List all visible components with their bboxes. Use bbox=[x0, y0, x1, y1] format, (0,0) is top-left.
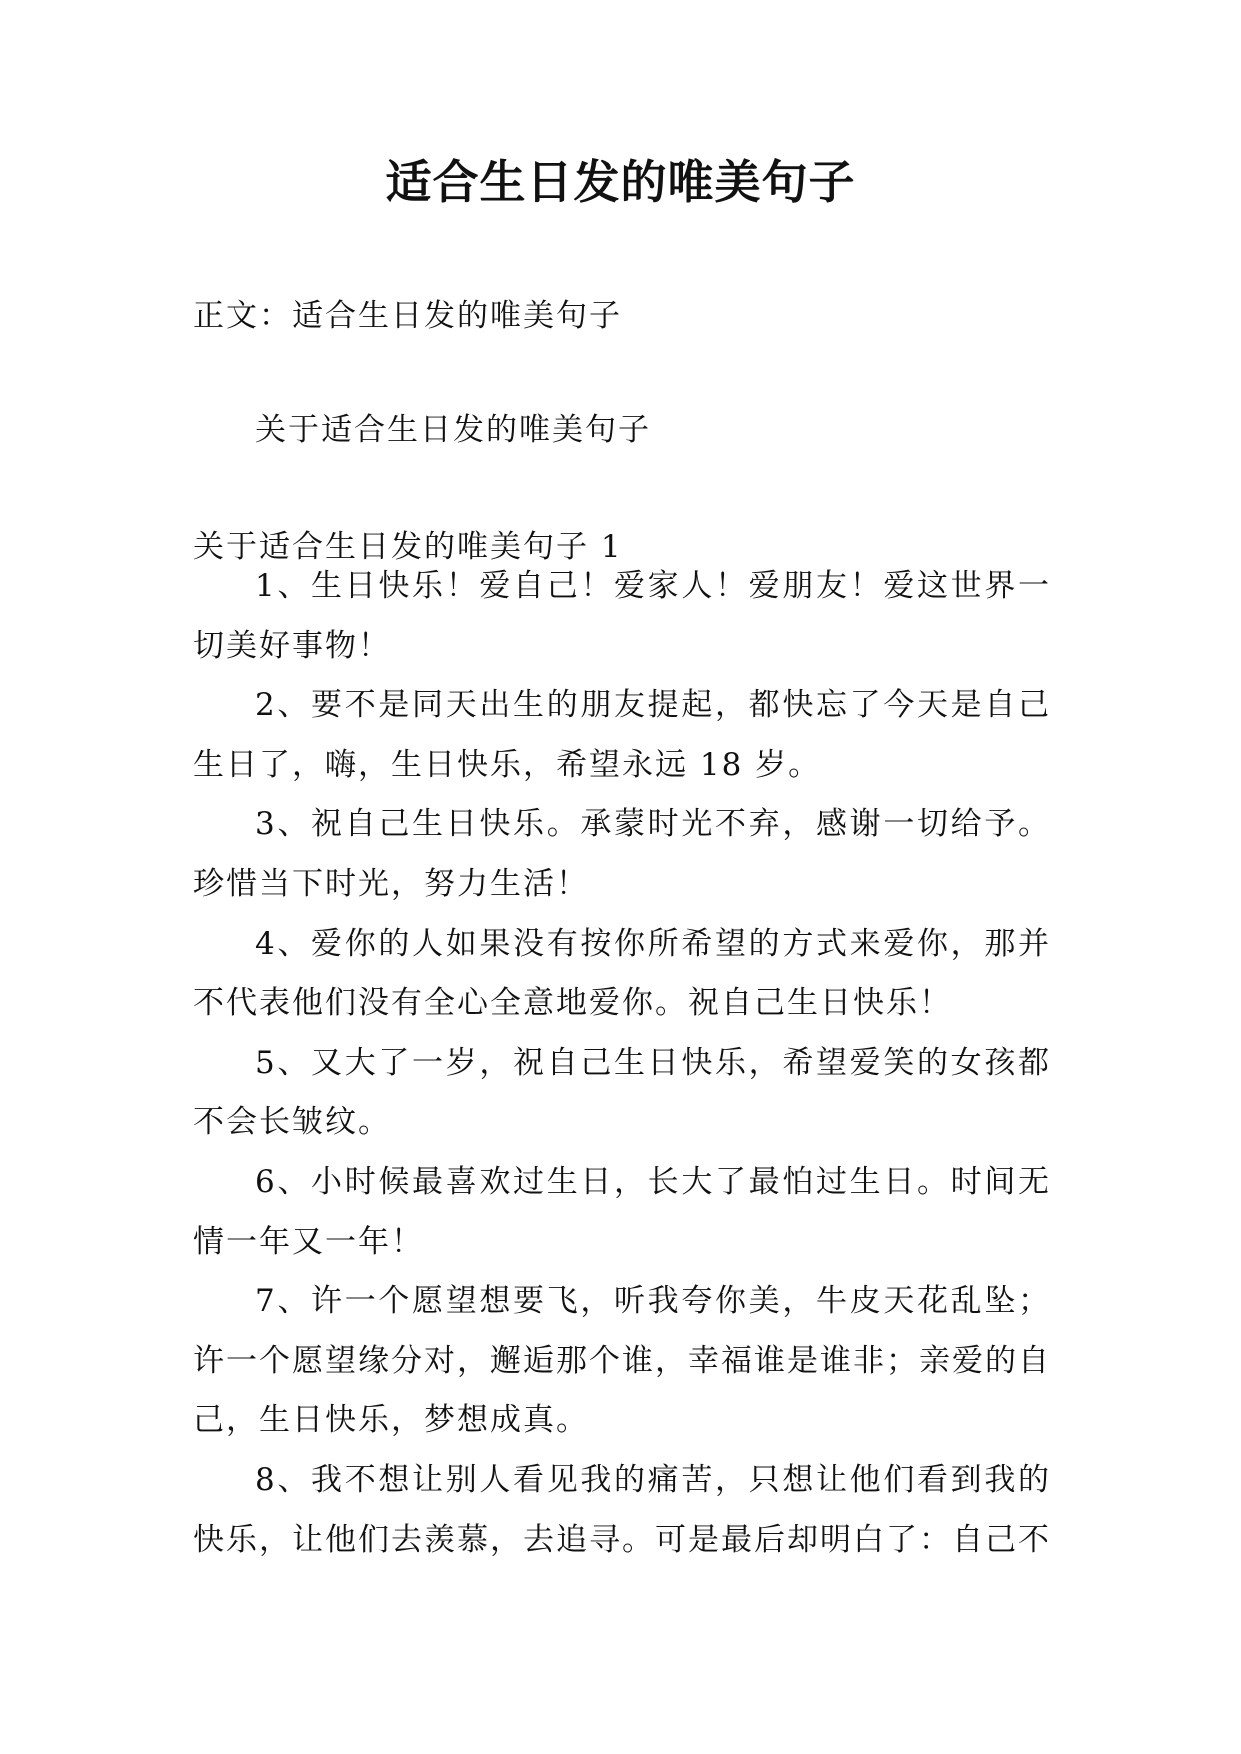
list-item: 7、许一个愿望想要飞，听我夸你美，牛皮天花乱坠；许一个愿望缘分对，邂逅那个谁，幸福谁是谁非；亲爱的自己，生日快乐，梦想成真。 bbox=[193, 1283, 1051, 1439]
list-item: 3、祝自己生日快乐。承蒙时光不弃，感谢一切给予。珍惜当下时光，努力生活！ bbox=[193, 806, 1051, 902]
intro-line: 正文：适合生日发的唯美句子 bbox=[193, 298, 622, 334]
list-item: 5、又大了一岁，祝自己生日快乐，希望爱笑的女孩都不会长皱纹。 bbox=[193, 1044, 1051, 1141]
section-heading: 关于适合生日发的唯美句子 1 bbox=[193, 529, 623, 565]
about-heading: 关于适合生日发的唯美句子 bbox=[255, 412, 651, 448]
list-item: 4、爱你的人如果没有按你所希望的方式来爱你，那并不代表他们没有全心全意地爱你。祝自己生日快乐！ bbox=[193, 925, 1051, 1022]
list-item: 2、要不是同天出生的朋友提起，都快忘了今天是自己生日了，嗨，生日快乐，希望永远 18 岁。 bbox=[193, 687, 1051, 783]
list-item: 6、小时候最喜欢过生日，长大了最怕过生日。时间无情一年又一年！ bbox=[193, 1163, 1051, 1260]
document-title: 适合生日发的唯美句子 bbox=[385, 155, 856, 209]
list-item: 8、我不想让别人看见我的痛苦，只想让他们看到我的快乐，让他们去羡慕，去追寻。可是最后却明白了：自己不 bbox=[193, 1461, 1051, 1558]
items-body bbox=[193, 557, 1051, 1570]
list-item: 1、生日快乐！爱自己！爱家人！爱朋友！爱这世界一切美好事物！ bbox=[193, 568, 1051, 664]
